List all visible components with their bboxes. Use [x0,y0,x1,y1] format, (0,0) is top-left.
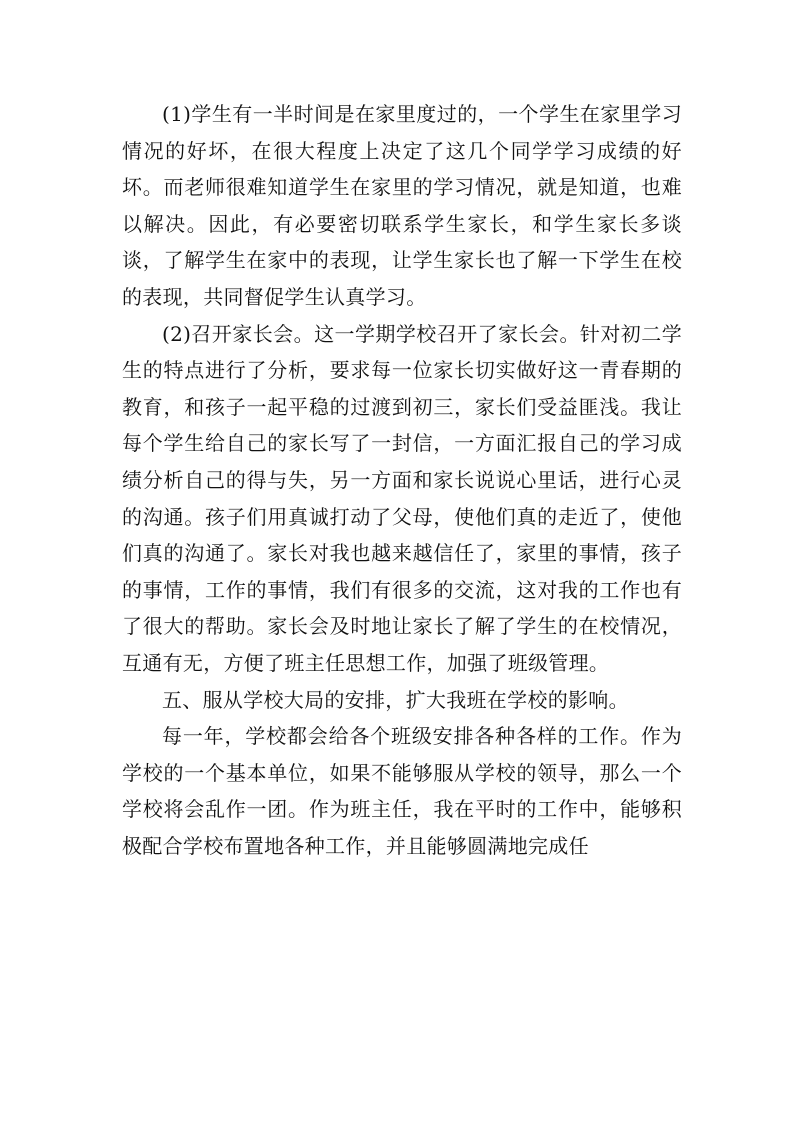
section-heading-five: 五、服从学校大局的安排，扩大我班在学校的影响。 [162,687,629,712]
paragraph-parent-meeting: (2)召开家长会。这一学期学校召开了家长会。针对初二学生的特点进行了分析，要求每一位家长切实做好这一青春期的教育，和孩子一起平稳的过渡到初三，家长们受益匪浅。我让每个学生给自己的家长写了一封信，一方面汇报自己的学习成绩分析自己的得与失，另一方面和家长说说心里话，进行心灵的沟通。孩子们用真诚打动了父母，使他们真的走近了，使他们真的沟通了。家长对我也越来越信任了，家里的事情，孩子的事情，工作的事情，我们有很多的交流，这对我的工作也有了很大的帮助。家长会及时地让家长了解了学生的在校情况，互通有无，方便了班主任思想工作，加强了班级管理。 [122,321,682,675]
paragraph-parent-contact: (1)学生有一半时间是在家里度过的，一个学生在家里学习情况的好坏，在很大程度上决定了这几个同学学习成绩的好坏。而老师很难知道学生在家里的学习情况，就是知道，也难以解决。因此，有必要密切联系学生家长，和学生家长多谈谈，了解学生在家中的表现，让学生家长也了解一下学生在校的表现，共同督促学生认真学习。 [122,102,682,309]
document-body [122,96,682,864]
paragraph-school-work: 每一年，学校都会给各个班级安排各种各样的工作。作为学校的一个基本单位，如果不能够服从学校的领导，那么一个学校将会乱作一团。作为班主任，我在平时的工作中，能够积极配合学校布置地各种工作，并且能够圆满地完成任 [122,724,682,858]
